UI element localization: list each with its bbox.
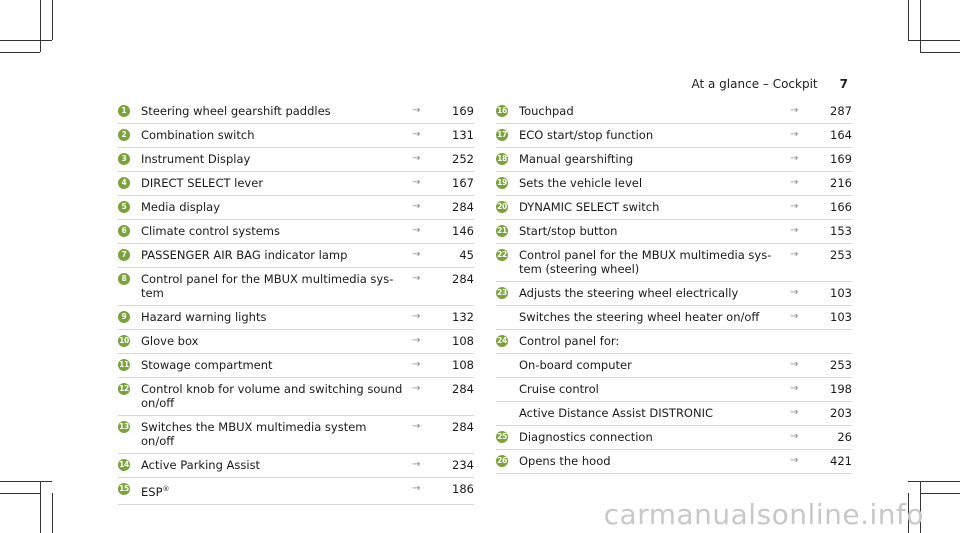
arrow-right-icon: → xyxy=(790,287,799,298)
list-item xyxy=(118,196,474,220)
page-reference[interactable]: 284 xyxy=(452,420,474,434)
list-item xyxy=(118,100,474,124)
list-item xyxy=(118,172,474,196)
arrow-right-icon: → xyxy=(790,225,799,236)
list-item xyxy=(118,354,474,378)
item-number-badge: 18 xyxy=(497,154,507,163)
arrow-right-icon: → xyxy=(412,225,421,236)
list-item xyxy=(496,330,852,354)
item-label: Control panel for: xyxy=(519,334,620,348)
page-reference[interactable]: 287 xyxy=(830,104,852,118)
crop-mark xyxy=(908,40,960,41)
list-item xyxy=(496,306,852,330)
arrow-right-icon: → xyxy=(412,129,421,140)
arrow-right-icon: → xyxy=(790,407,799,418)
page-number: 7 xyxy=(839,77,848,91)
crop-mark xyxy=(0,52,40,53)
item-label: On-board computer xyxy=(519,358,632,372)
item-label: Control knob for volume and switching sound on/off xyxy=(141,382,403,410)
item-label: Control panel for the MBUX multimedia sys- tem (steering wheel) xyxy=(519,248,772,276)
list-item xyxy=(496,172,852,196)
item-number-badge: 10 xyxy=(119,336,129,345)
list-item xyxy=(118,330,474,354)
item-number-badge: 23 xyxy=(497,288,507,297)
item-number-badge: 14 xyxy=(119,460,129,469)
item-label: ECO start/stop function xyxy=(519,128,654,142)
page-reference[interactable]: 167 xyxy=(452,176,474,190)
page-reference[interactable]: 108 xyxy=(452,334,474,348)
left-item-list xyxy=(118,100,474,505)
item-label: Opens the hood xyxy=(519,454,611,468)
item-number-badge: 24 xyxy=(497,336,507,345)
item-number-badge: 8 xyxy=(118,273,130,285)
item-label: Active Parking Assist xyxy=(141,458,261,472)
item-number-badge: 17 xyxy=(497,130,507,139)
list-item xyxy=(496,354,852,378)
list-item xyxy=(118,416,474,454)
item-label: Climate control systems xyxy=(141,224,280,238)
list-item xyxy=(496,450,852,474)
page-reference[interactable]: 132 xyxy=(452,310,474,324)
list-item xyxy=(496,426,852,450)
item-label: Sets the vehicle level xyxy=(519,176,643,190)
page-reference[interactable]: 166 xyxy=(830,200,852,214)
item-label: Combination switch xyxy=(141,128,255,142)
list-item xyxy=(118,306,474,330)
crop-mark xyxy=(920,0,921,52)
item-label: Media display xyxy=(141,200,221,214)
list-item xyxy=(496,124,852,148)
item-label: Diagnostics connection xyxy=(519,430,653,444)
arrow-right-icon: → xyxy=(790,153,799,164)
page-reference[interactable]: 103 xyxy=(830,310,852,324)
list-item xyxy=(496,282,852,306)
page-reference[interactable]: 252 xyxy=(452,152,474,166)
crop-mark xyxy=(0,481,52,482)
item-number-badge: 4 xyxy=(118,177,130,189)
page-reference[interactable]: 198 xyxy=(830,382,852,396)
crop-mark xyxy=(40,481,41,533)
item-label: Touchpad xyxy=(519,104,574,118)
item-number-badge: 12 xyxy=(119,384,129,393)
arrow-right-icon: → xyxy=(412,273,421,284)
item-number-badge: 2 xyxy=(118,129,130,141)
crop-mark xyxy=(920,52,960,53)
list-item xyxy=(496,196,852,220)
arrow-right-icon: → xyxy=(790,311,799,322)
arrow-right-icon: → xyxy=(412,459,421,470)
page-reference[interactable]: 108 xyxy=(452,358,474,372)
list-item xyxy=(118,268,474,306)
page-reference[interactable]: 153 xyxy=(830,224,852,238)
crop-mark xyxy=(40,0,41,52)
item-label: Glove box xyxy=(141,334,199,348)
item-number-badge: 5 xyxy=(118,201,130,213)
item-label: Stowage compartment xyxy=(141,358,273,372)
list-item xyxy=(496,378,852,402)
item-number-badge: 1 xyxy=(118,105,130,117)
list-item xyxy=(496,402,852,426)
item-number-badge: 22 xyxy=(497,250,507,259)
page-reference[interactable]: 253 xyxy=(830,248,852,262)
item-number-badge: 13 xyxy=(119,422,129,431)
page-reference[interactable]: 284 xyxy=(452,200,474,214)
crop-mark xyxy=(52,493,53,533)
item-number-badge: 19 xyxy=(497,178,507,187)
arrow-right-icon: → xyxy=(790,455,799,466)
right-item-list xyxy=(496,100,852,474)
item-label: Switches the steering wheel heater on/off xyxy=(519,310,760,324)
page-reference[interactable]: 169 xyxy=(830,152,852,166)
item-number-badge: 25 xyxy=(497,432,507,441)
item-label: Active Distance Assist DISTRONIC xyxy=(519,406,714,420)
arrow-right-icon: → xyxy=(790,177,799,188)
item-number-badge: 11 xyxy=(119,360,129,369)
arrow-right-icon: → xyxy=(412,249,421,260)
item-label: Start/stop button xyxy=(519,224,618,238)
list-item xyxy=(118,148,474,172)
item-label: PASSENGER AIR BAG indicator lamp xyxy=(141,248,348,262)
page-reference[interactable]: 234 xyxy=(452,458,474,472)
crop-mark xyxy=(920,493,960,494)
arrow-right-icon: → xyxy=(790,383,799,394)
item-number-badge: 3 xyxy=(118,153,130,165)
item-label: Control panel for the MBUX multimedia sys- tem xyxy=(141,272,394,300)
list-item xyxy=(496,148,852,172)
crop-mark xyxy=(908,0,909,40)
list-item xyxy=(496,220,852,244)
list-item xyxy=(496,100,852,124)
item-label: Manual gearshifting xyxy=(519,152,634,166)
page-reference[interactable]: 26 xyxy=(837,430,852,444)
crop-mark xyxy=(0,493,40,494)
list-item xyxy=(118,478,474,505)
list-item xyxy=(118,124,474,148)
page-reference[interactable]: 284 xyxy=(452,382,474,396)
item-label: ESP® xyxy=(141,484,170,499)
list-item xyxy=(496,244,852,282)
crop-mark xyxy=(52,0,53,40)
item-label: Adjusts the steering wheel electrically xyxy=(519,286,739,300)
page-reference[interactable]: 164 xyxy=(830,128,852,142)
arrow-right-icon: → xyxy=(790,105,799,116)
arrow-right-icon: → xyxy=(790,249,799,260)
crop-mark xyxy=(908,481,960,482)
item-label: Hazard warning lights xyxy=(141,310,267,324)
item-label: Cruise control xyxy=(519,382,599,396)
item-label: DYNAMIC SELECT switch xyxy=(519,200,660,214)
item-number-badge: 6 xyxy=(118,225,130,237)
page-reference[interactable]: 421 xyxy=(830,454,852,468)
list-item xyxy=(118,220,474,244)
arrow-right-icon: → xyxy=(790,129,799,140)
arrow-right-icon: → xyxy=(412,421,421,432)
registered-mark: ® xyxy=(162,485,170,493)
page-header xyxy=(692,77,849,91)
arrow-right-icon: → xyxy=(412,359,421,370)
item-number-badge: 15 xyxy=(119,484,129,493)
page-reference[interactable]: 146 xyxy=(452,224,474,238)
page-reference[interactable]: 131 xyxy=(452,128,474,142)
watermark: carmanualsonline.info xyxy=(603,498,924,531)
item-label: DIRECT SELECT lever xyxy=(141,176,264,190)
item-number-badge: 21 xyxy=(497,226,507,235)
page-reference[interactable]: 216 xyxy=(830,176,852,190)
arrow-right-icon: → xyxy=(790,201,799,212)
item-label: Steering wheel gearshift paddles xyxy=(141,104,331,118)
list-item xyxy=(118,244,474,268)
page-reference[interactable]: 203 xyxy=(830,406,852,420)
arrow-right-icon: → xyxy=(412,383,421,394)
item-number-badge: 26 xyxy=(497,456,507,465)
arrow-right-icon: → xyxy=(790,359,799,370)
page-reference[interactable]: 284 xyxy=(452,272,474,286)
arrow-right-icon: → xyxy=(412,177,421,188)
page-reference[interactable]: 169 xyxy=(452,104,474,118)
item-label: Switches the MBUX multimedia system on/off xyxy=(141,420,367,448)
item-number-badge: 16 xyxy=(497,106,507,115)
arrow-right-icon: → xyxy=(412,311,421,322)
page-reference[interactable]: 45 xyxy=(459,248,474,262)
crop-mark xyxy=(0,40,52,41)
arrow-right-icon: → xyxy=(412,153,421,164)
arrow-right-icon: → xyxy=(412,483,421,494)
page-reference[interactable]: 103 xyxy=(830,286,852,300)
arrow-right-icon: → xyxy=(412,105,421,116)
item-label: Instrument Display xyxy=(141,152,251,166)
arrow-right-icon: → xyxy=(412,335,421,346)
item-number-badge: 9 xyxy=(118,311,130,323)
list-item xyxy=(118,378,474,416)
page-reference[interactable]: 253 xyxy=(830,358,852,372)
page-reference[interactable]: 186 xyxy=(452,482,474,496)
list-item xyxy=(118,454,474,478)
arrow-right-icon: → xyxy=(412,201,421,212)
item-number-badge: 20 xyxy=(497,202,507,211)
item-number-badge: 7 xyxy=(118,249,130,261)
section-title: At a glance – Cockpit xyxy=(691,77,818,91)
arrow-right-icon: → xyxy=(790,431,799,442)
